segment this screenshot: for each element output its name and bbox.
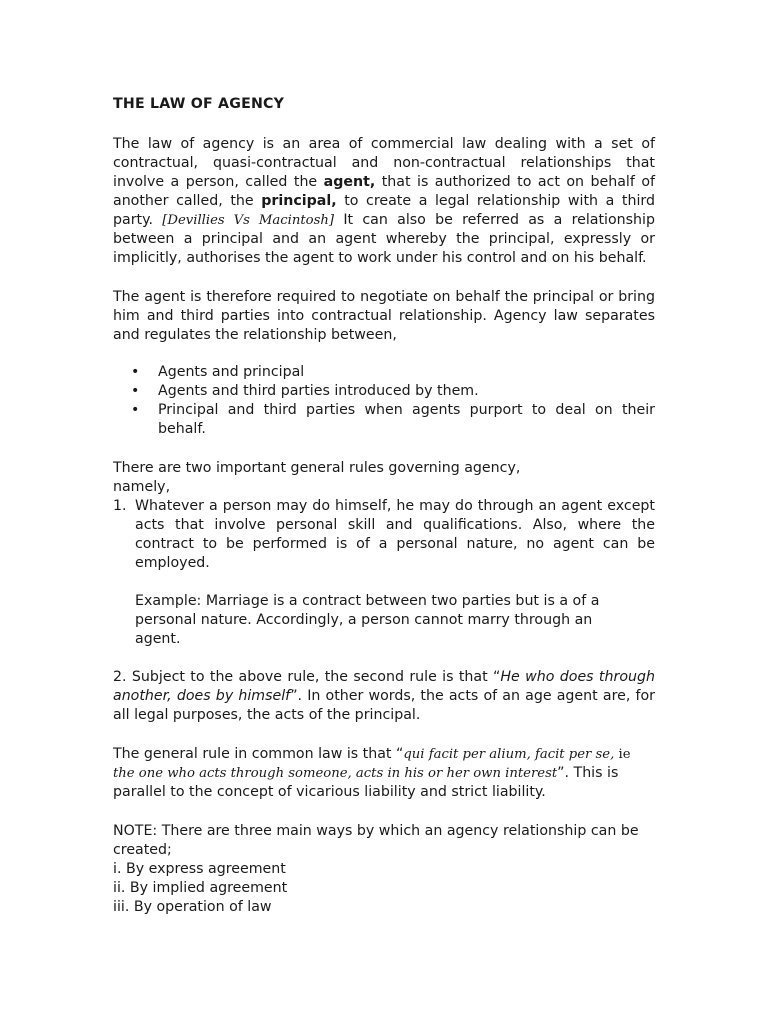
latin-maxim: qui facit per alium, facit per se,	[403, 747, 619, 762]
list-item: • Agents and principal	[131, 364, 305, 380]
list-item: iii. By operation of law	[113, 899, 272, 915]
bullet-icon: •	[131, 364, 140, 380]
bullet-icon: •	[131, 402, 140, 418]
rule-two: 2. Subject to the above rule, the second rule is that “He who does through another, does by himself”. In other words, the acts of an age agent are, for all legal purposes, the acts of the principal.	[113, 669, 655, 723]
rule-one-example: Example: Marriage is a contract between two parties but is a of a personal nature. Accordingly, a person cannot marry through an agent.	[135, 593, 600, 647]
rule-one: 1. Whatever a person may do himself, he may do through an agent except acts that involve personal skill and qualifications. Also, where the contract to be performed is of a personal nature, no agent can be employed.	[113, 498, 655, 571]
list-item: i. By express agreement	[113, 861, 286, 877]
rule-two-quote: He who does through another, does by himself	[113, 669, 655, 704]
bullet-icon: •	[131, 383, 140, 399]
case-citation: [Devillies Vs Macintosh]	[162, 213, 335, 228]
relationship-bullet-list	[131, 363, 655, 439]
document-title: THE LAW OF AGENCY	[113, 96, 285, 112]
note-paragraph: NOTE: There are three main ways by which an agency relationship can be created;	[113, 823, 639, 858]
list-number: 1.	[113, 498, 127, 514]
list-item: • Agents and third parties introduced by them.	[131, 383, 479, 399]
term-principal: principal,	[261, 193, 337, 209]
creation-ways-list	[113, 860, 655, 917]
list-item: • Principal and third parties when agents purport to deal on their behalf.	[131, 402, 655, 437]
paragraph-agent-role: The agent is therefore required to negotiate on behalf the principal or bring him and third parties into contractual relationship. Agency law separates and regulates the relationship between,	[113, 289, 655, 343]
paragraph-definition: The law of agency is an area of commercial law dealing with a set of contractual, quasi-contractual and non-contractual relationships that involve a person, called the agent, that is authorized to act on behalf of another called, the principal, to create a legal relationship with a third party. [Devillies Vs Macintosh] It can also be referred as a relationship between a principal and an agent whereby the principal, expressly or implicitly, authorises the agent to work under his control and on his behalf.	[113, 136, 656, 266]
maxim-translation: the one who acts through someone, acts in his or her own interest	[113, 766, 558, 781]
rules-intro: There are two important general rules governing agency, namely,	[113, 460, 521, 495]
list-item: ii. By implied agreement	[113, 880, 288, 896]
paragraph-common-law: The general rule in common law is that “qui facit per alium, facit per se, ie the one who acts through someone, acts in his or her own interest”. This is parallel to the concept of vicarious liability and strict liability.	[113, 746, 631, 800]
term-agent: agent,	[323, 174, 376, 190]
